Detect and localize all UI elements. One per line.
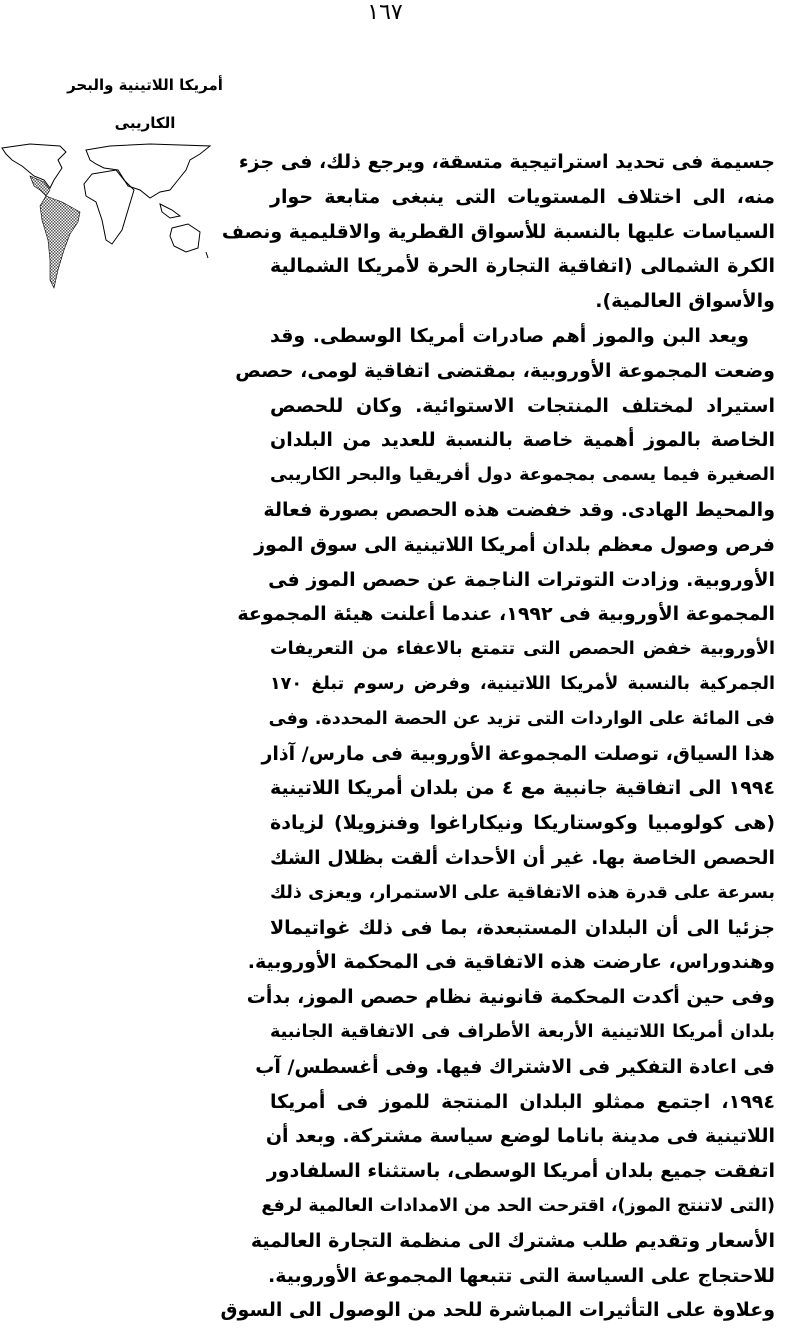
text-line: المجموعة الأوروبية فى ١٩٩٢، عندما أعلنت هيئة المجموعة xyxy=(237,603,775,626)
text-line: الجمركية بالنسبة لأمريكا اللاتينية، وفرض رسوم تبلغ ١٧٠ xyxy=(270,673,775,694)
text-line: والأسواق العالمية). xyxy=(595,290,775,313)
text-line: الخاصة بالموز أهمية خاصة بالنسبة للعديد من البلدان xyxy=(270,429,775,452)
text-line: الأوروبية. وزادت التوترات الناجمة عن حصص الموز فى xyxy=(268,568,775,591)
world-map-icon xyxy=(0,140,212,290)
text-line: وفى حين أكدت المحكمة قانونية نظام حصص الموز، بدأت xyxy=(246,986,775,1009)
text-line: فرص وصول معظم بلدان أمريكا اللاتينية الى سوق الموز xyxy=(254,533,775,556)
text-line: للاحتجاج على السياسة التى تتبعها المجموعة الأوروبية. xyxy=(267,1264,775,1287)
text-line: فى اعادة التفكير فى الاشتراك فيها. وفى أغسطس/ آب xyxy=(255,1055,775,1078)
text-line: وضعت المجموعة الأوروبية، بمقتضى اتفاقية لومى، حصص xyxy=(235,359,775,382)
text-line: السياسات عليها بالنسبة للأسواق القطرية والاقليمية ونصف xyxy=(221,220,775,243)
page-number: ١٦٧ xyxy=(367,0,403,25)
text-line: الصغيرة فيما يسمى بمجموعة دول أفريقيا والبحر الكاريبى xyxy=(270,465,775,486)
text-line: استيراد لمختلف المنتجات الاستوائية. وكان للحصص xyxy=(270,394,775,417)
text-line: ١٩٩٤، اجتمع ممثلو البلدان المنتجة للموز فى أمريكا xyxy=(270,1090,775,1113)
text-line: هذا السياق، توصلت المجموعة الأوروبية فى مارس/ آذار xyxy=(261,742,775,765)
text-line: منه، الى اختلاف المستويات التى ينبغى متابعة حوار xyxy=(270,185,775,208)
sidebar-title-line1: أمريكا اللاتينية والبحر xyxy=(67,76,223,94)
text-line: ١٩٩٤ الى اتفاقية جانبية مع ٤ من بلدان أمريكا اللاتينية xyxy=(270,777,776,800)
text-line: (التى لاتنتج الموز)، اقترحت الحد من الامدادات العالمية لرفع xyxy=(261,1195,775,1216)
text-line: الأوروبية خفض الحصص التى تتمتع بالاعفاء من التعريفات xyxy=(270,639,775,660)
text-line: الكرة الشمالى (اتفاقية التجارة الحرة لأمريكا الشمالية xyxy=(270,255,775,278)
article-body xyxy=(220,145,776,1328)
sidebar-title-line2: الكاريبى xyxy=(114,114,176,132)
text-line: جزئيا الى أن البلدان المستبعدة، بما فى ذلك غواتيمالا xyxy=(270,916,775,939)
text-line: وهندوراس، عارضت هذه الاتفاقية فى المحكمة الأوروبية. xyxy=(247,951,775,974)
text-line: ويعد البن والموز أهم صادرات أمريكا الوسطى. وقد xyxy=(270,324,749,347)
text-line: جسيمة فى تحديد استراتيجية متسقة، ويرجع ذلك، فى جزء xyxy=(238,151,775,173)
text-line: بلدان أمريكا اللاتينية الأربعة الأطراف فى الاتفاقية الجانبية xyxy=(270,1021,775,1042)
text-line: اتفقت جميع بلدان أمريكا الوسطى، باستثناء السلفادور xyxy=(266,1160,775,1183)
text-line: فى المائة على الواردات التى تزيد عن الحصة المحددة. وفى xyxy=(268,708,775,729)
text-line: الأسعار وتقديم طلب مشترك الى منظمة التجارة العالمية xyxy=(250,1229,775,1252)
text-line: الحصص الخاصة بها. غير أن الأحداث ألقت بظلال الشك xyxy=(270,846,775,869)
text-line: بسرعة على قدرة هذه الاتفاقية على الاستمرار، ويعزى ذلك xyxy=(270,882,775,903)
text-line: اللاتينية فى مدينة باناما لوضع سياسة مشتركة. وبعد أن xyxy=(265,1125,775,1148)
text-line: (هى كولومبيا وكوستاريكا ونيكاراغوا وفنزويلا) لزيادة xyxy=(270,812,775,835)
text-line: وعلاوة على التأثيرات المباشرة للحد من الوصول الى السوق xyxy=(220,1299,775,1322)
text-line: والمحيط الهادى. وقد خفضت هذه الحصص بصورة فعالة xyxy=(263,498,775,521)
